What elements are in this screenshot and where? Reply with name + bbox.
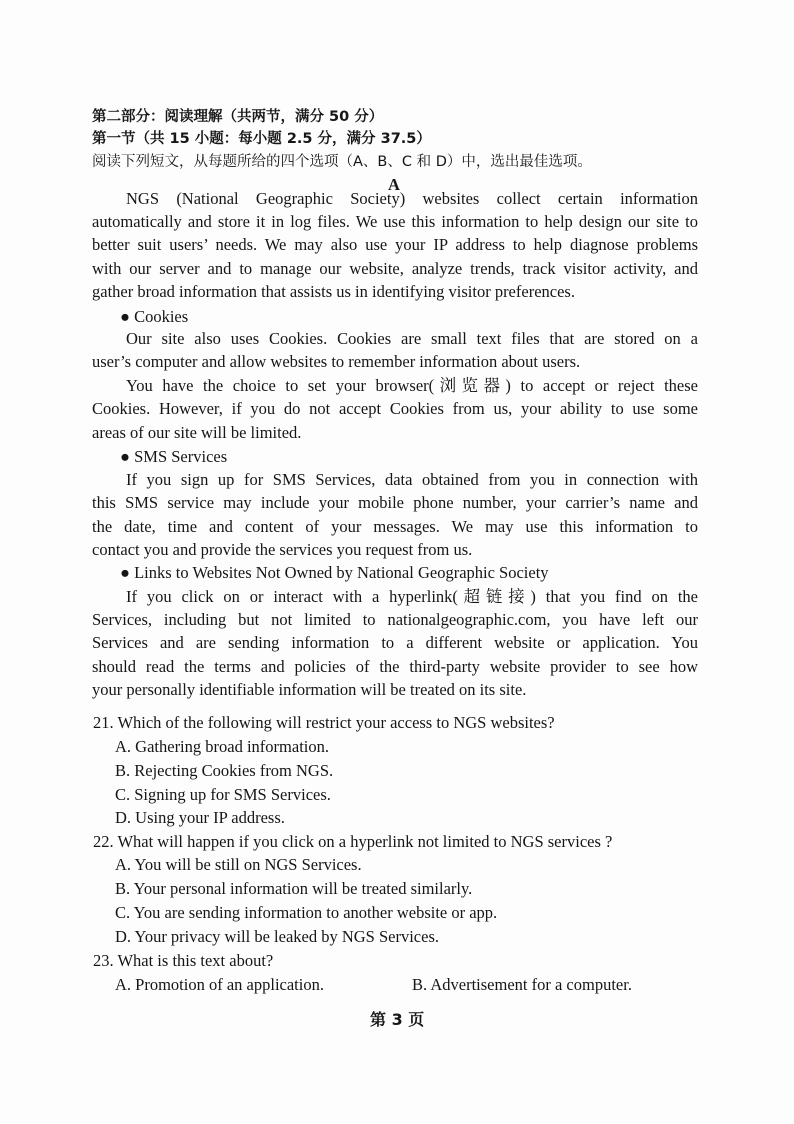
- answer-option: C. You are sending information to another website or app.: [115, 903, 498, 922]
- passage-line: gather broad information that assists us in identifying visitor preferences.: [92, 282, 575, 301]
- answer-option: B. Advertisement for a computer.: [412, 975, 632, 994]
- passage-line: Cookies. However, if you do not accept Cookies from us, your ability to use some: [92, 399, 698, 418]
- passage-line: areas of our site will be limited.: [92, 423, 302, 442]
- answer-option: A. Promotion of an application.: [115, 975, 324, 994]
- question-stem: 22. What will happen if you click on a hyperlink not limited to NGS services ?: [93, 832, 613, 851]
- bullet-heading: ● Cookies: [120, 307, 189, 326]
- passage-line: Our site also uses Cookies. Cookies are small text files that are stored on a: [126, 329, 698, 348]
- passage-line: If you sign up for SMS Services, data obtained from you in connection with: [126, 470, 698, 489]
- question-stem: 21. Which of the following will restrict your access to NGS websites?: [93, 713, 555, 732]
- passage-line: Services, including but not limited to nationalgeographic.com, you have left our: [92, 610, 698, 629]
- answer-option: B. Your personal information will be treated similarly.: [115, 879, 473, 898]
- answer-option: D. Using your IP address.: [115, 808, 285, 827]
- passage-line: this SMS service may include your mobile phone number, your carrier’s name and: [92, 493, 698, 512]
- passage-title: A: [388, 175, 400, 194]
- passage-line: automatically and store it in log files. We use this information to help design our site to: [92, 212, 698, 231]
- page-number: 第 3 页: [370, 1010, 425, 1029]
- question-stem: 23. What is this text about?: [93, 951, 274, 970]
- passage-line: If you click on or interact with a hyperlink(超链接) that you find on the: [126, 587, 698, 606]
- passage-line: contact you and provide the services you request from us.: [92, 540, 473, 559]
- passage-line: your personally identifiable information will be treated on its site.: [92, 680, 527, 699]
- passage-line: the date, time and content of your messages. We may use this information to: [92, 517, 698, 536]
- bullet-heading: ● Links to Websites Not Owned by National Geographic Society: [120, 563, 549, 582]
- instruction: 阅读下列短文，从每题所给的四个选项（A、B、C 和 D）中，选出最佳选项。: [92, 154, 592, 170]
- passage-line: user’s computer and allow websites to remember information about users.: [92, 352, 581, 371]
- answer-option: D. Your privacy will be leaked by NGS Services.: [115, 927, 439, 946]
- part-heading: 第二部分：阅读理解（共两节，满分 50 分）: [92, 109, 384, 125]
- section-heading: 第一节（共 15 小题：每小题 2.5 分，满分 37.5）: [92, 131, 431, 147]
- passage-line: with our server and to manage our website, analyze trends, track visitor activity, and: [92, 259, 698, 278]
- passage-line: NGS (National Geographic Society) websites collect certain information: [126, 189, 698, 208]
- bullet-heading: ● SMS Services: [120, 447, 228, 466]
- answer-option: C. Signing up for SMS Services.: [115, 785, 331, 804]
- passage-line: better suit users’ needs. We may also use your IP address to help diagnose problems: [92, 235, 698, 254]
- passage-line: You have the choice to set your browser(浏览器) to accept or reject these: [126, 376, 698, 395]
- answer-option: A. Gathering broad information.: [115, 737, 329, 756]
- answer-option: B. Rejecting Cookies from NGS.: [115, 761, 334, 780]
- answer-option: A. You will be still on NGS Services.: [115, 855, 362, 874]
- passage-line: should read the terms and policies of the third-party website provider to see how: [92, 657, 698, 676]
- passage-line: Services and are sending information to a different website or application. You: [92, 633, 698, 652]
